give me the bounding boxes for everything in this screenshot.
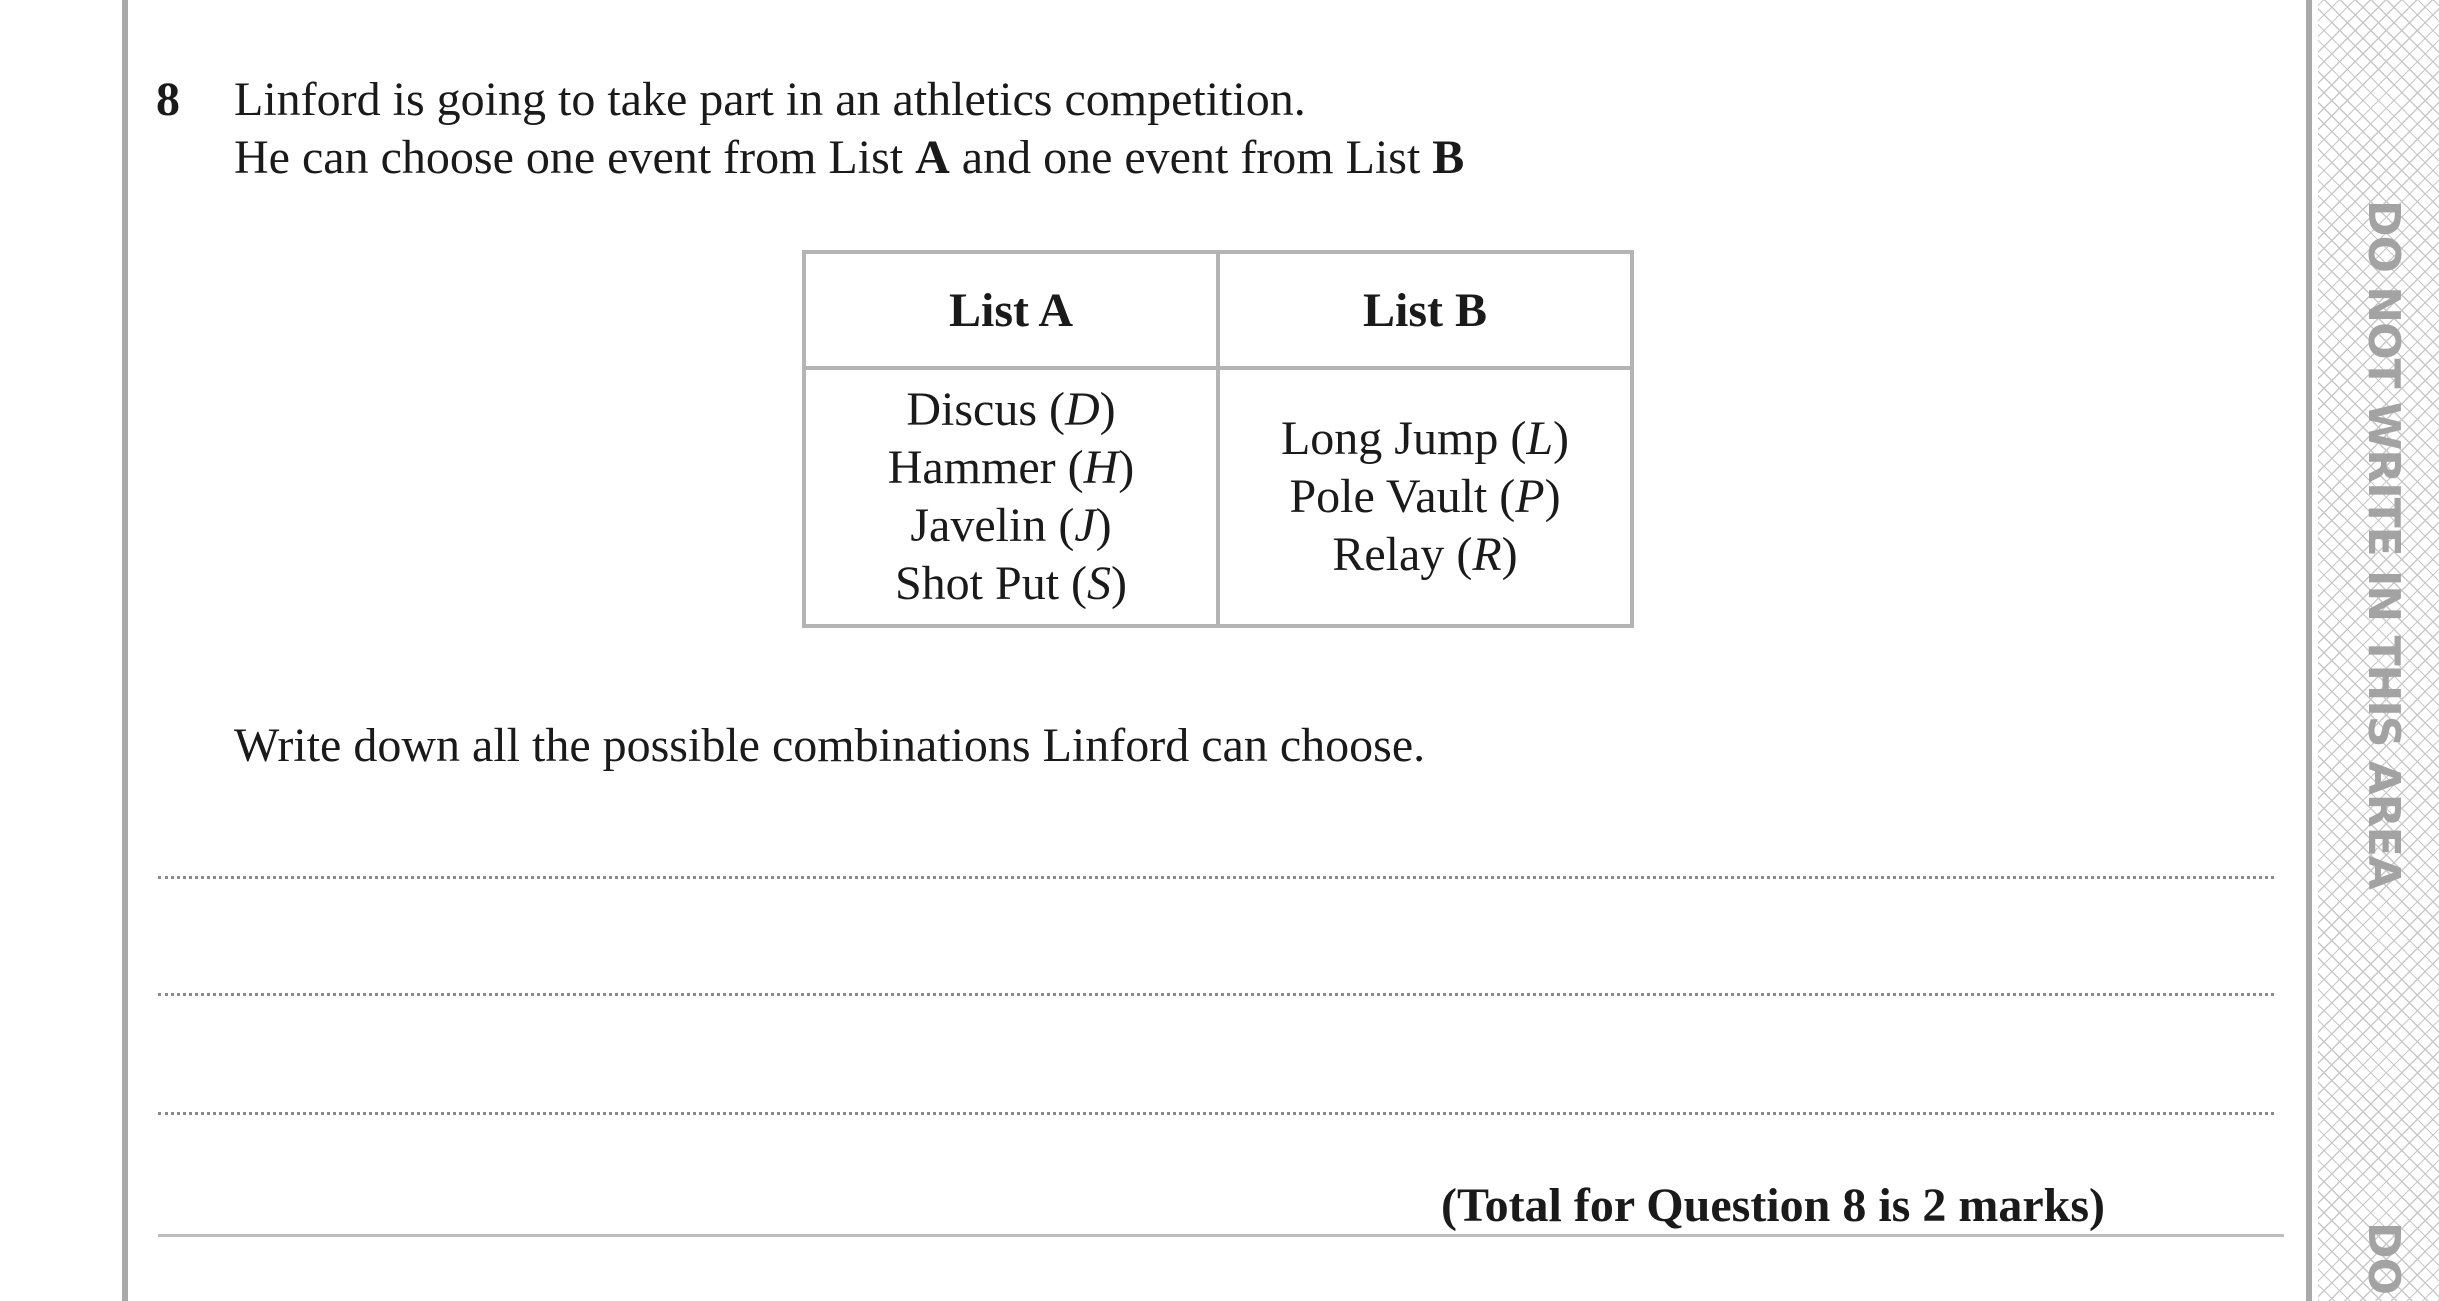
list-item: Long Jump (L) bbox=[1280, 412, 1569, 465]
question-end-rule bbox=[158, 1234, 2284, 1237]
question-instruction: Write down all the possible combinations Linford can choose. bbox=[234, 719, 1426, 772]
margin-warning: DO NOT WRITE IN THIS AREA bbox=[2358, 200, 2409, 889]
list-b-cell bbox=[1218, 368, 1632, 626]
question-number: 8 bbox=[156, 73, 180, 126]
list-a-ref: A bbox=[915, 131, 950, 184]
list-a-cell bbox=[804, 368, 1218, 626]
list-item: Pole Vault (P) bbox=[1289, 470, 1561, 523]
events-table bbox=[802, 250, 1634, 628]
list-item: Javelin (J) bbox=[910, 499, 1112, 552]
answer-line-3[interactable] bbox=[158, 1112, 2274, 1115]
list-item: Hammer (H) bbox=[887, 441, 1135, 494]
list-b-ref: B bbox=[1432, 131, 1465, 184]
answer-line-2[interactable] bbox=[158, 993, 2274, 996]
header-list-a: List A bbox=[804, 252, 1218, 368]
line2-prefix: He can choose one event from List bbox=[234, 131, 916, 184]
page-border bbox=[122, 0, 2312, 1301]
list-item: Discus (D) bbox=[906, 383, 1116, 436]
list-item: Shot Put (S) bbox=[894, 557, 1128, 610]
answer-line-1[interactable] bbox=[158, 876, 2274, 879]
header-list-b: List B bbox=[1218, 252, 1632, 368]
question-text-line-1: Linford is going to take part in an athletics competition. bbox=[234, 73, 1306, 126]
list-item: Relay (R) bbox=[1332, 528, 1518, 581]
table-body-row bbox=[804, 368, 1632, 626]
table-header-row bbox=[804, 252, 1632, 368]
margin-warning-partial: DO bbox=[2358, 1222, 2409, 1294]
question-text-line-2 bbox=[234, 128, 1464, 188]
total-marks: (Total for Question 8 is 2 marks) bbox=[1440, 1179, 2105, 1232]
line2-middle: and one event from List bbox=[949, 131, 1433, 184]
